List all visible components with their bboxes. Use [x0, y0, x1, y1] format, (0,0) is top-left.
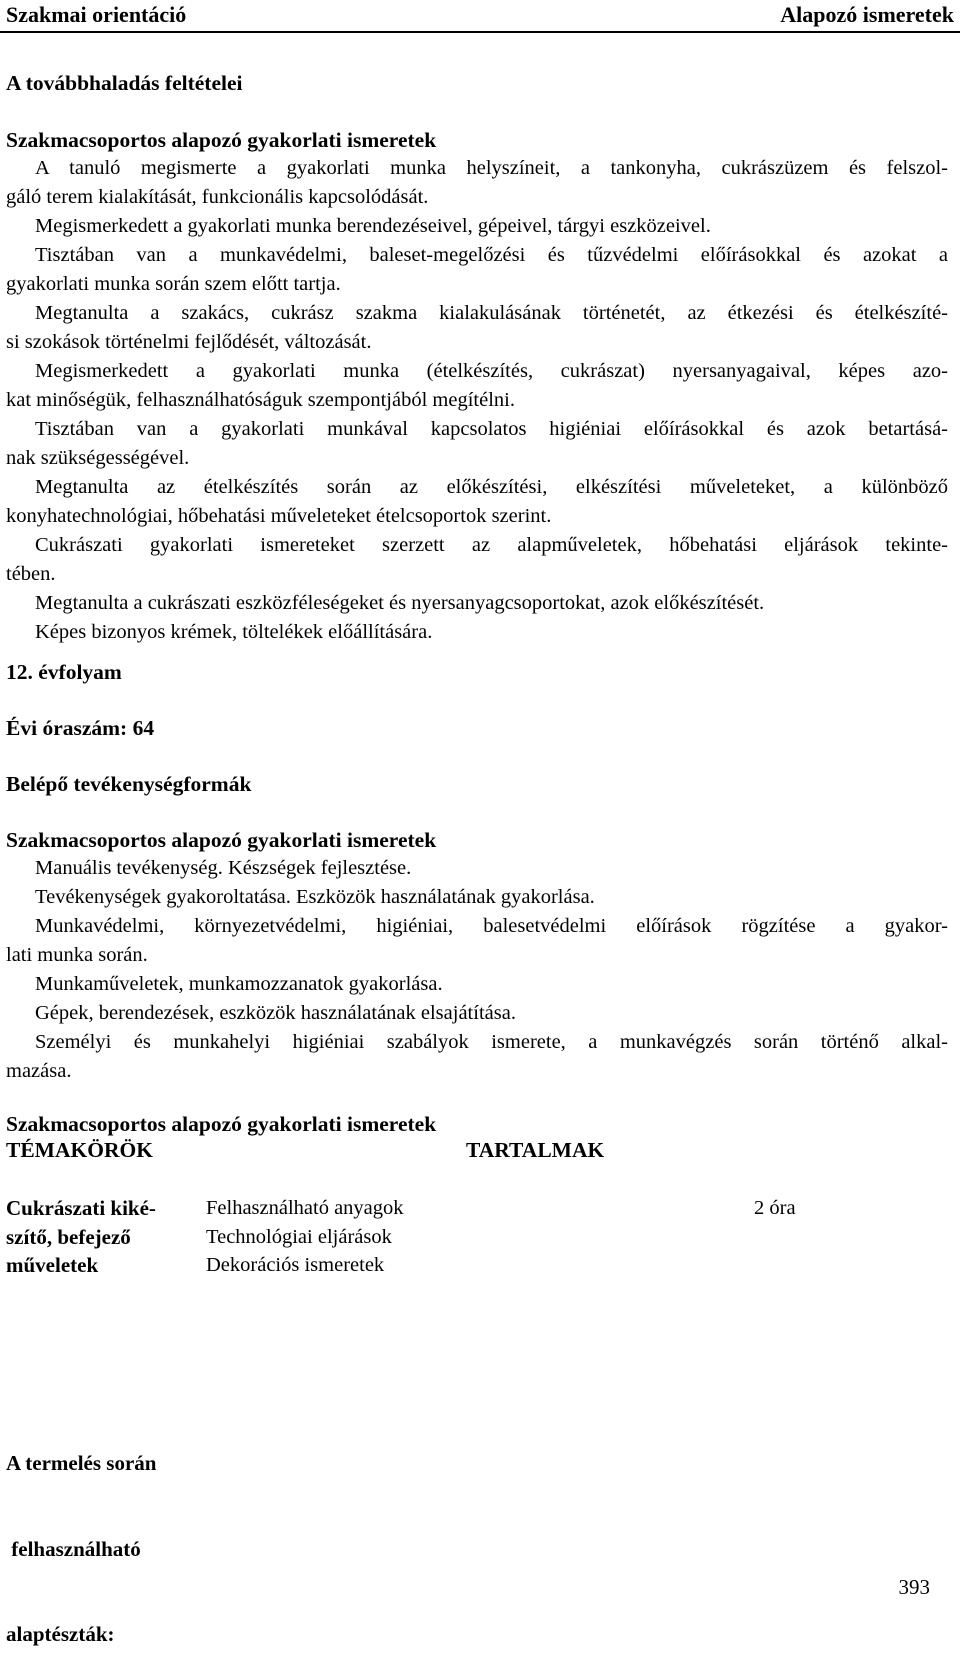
paragraph-line: si szokások történelmi fejlődését, változását. [6, 331, 372, 353]
paragraph [6, 883, 948, 912]
paragraph-line: mazása. [6, 1060, 72, 1082]
paragraph-line: gáló terem kialakítását, funkcionális kapcsolódását. [6, 186, 429, 208]
paragraph-line: konyhatechnológiai, hőbehatási műveleteket ételcsoportok szerint. [6, 505, 552, 527]
paragraph [6, 415, 948, 473]
paragraph-line: Munkaműveletek, munkamozzanatok gyakorlása. [35, 973, 443, 995]
paragraph [6, 854, 948, 883]
paragraph [6, 154, 948, 212]
paragraph-line: Képes bizonyos krémek, töltelékek előállítására. [35, 621, 433, 643]
paragraph-line: Személyi és munkahelyi higiéniai szabályok ismerete, a munkavégzés során történő alkal- [35, 1031, 948, 1053]
page-number: 393 [898, 1575, 930, 1599]
paragraph-line: gyakorlati munka során szem előtt tartja. [6, 273, 341, 295]
paragraph-line: Megismerkedett a gyakorlati munka (ételkészítés, cukrászat) nyersanyagaival, képes azo- [35, 360, 948, 382]
topic-title-line: műveletek [6, 1253, 99, 1277]
paragraph-line: tében. [6, 563, 56, 585]
paragraph-block-2 [6, 854, 948, 1086]
paragraph-line: lati munka során. [6, 944, 148, 966]
paragraph-line: Manuális tevékenység. Készségek fejlesztése. [35, 857, 412, 879]
header-left-title: Szakmai orientáció [6, 2, 187, 27]
paragraph-line: Gépek, berendezések, eszközök használatának elsajátítása. [35, 1002, 516, 1024]
dough-title-line: A termelés során [6, 1451, 157, 1475]
topic-title-line: Cukrászati kiké- [6, 1196, 156, 1220]
topic-content-item: Technológiai eljárások [206, 1225, 392, 1248]
column-header-temakorok: TÉMAKÖRÖK [6, 1138, 153, 1162]
paragraph [6, 531, 948, 589]
column-header-tartalmak: TARTALMAK [466, 1138, 605, 1162]
topic-hours: 2 óra [754, 1197, 796, 1219]
subheading-alapozo-2: Szakmacsoportos alapozó gyakorlati ismeretek [6, 828, 437, 852]
paragraph-line: nak szükségességével. [6, 447, 190, 469]
paragraph-line: Tevékenységek gyakoroltatása. Eszközök használatának gyakorlása. [35, 886, 595, 908]
topic-content-item: Felhasználható anyagok [206, 1197, 404, 1219]
header-divider [0, 31, 960, 33]
activity-forms-heading: Belépő tevékenységformák [6, 772, 252, 796]
paragraph-line: Megismerkedett a gyakorlati munka berendezéseivel, gépeivel, tárgyi eszközeivel. [35, 215, 711, 237]
dough-section-title [6, 1392, 156, 1677]
paragraph-block-1 [6, 154, 948, 647]
section-heading-feltetelek: A továbbhaladás feltételei [6, 71, 243, 95]
paragraph [6, 618, 948, 647]
dough-title-line: felhasználható [6, 1536, 141, 1561]
paragraph [6, 999, 948, 1028]
annual-hours: Évi óraszám: 64 [6, 716, 155, 740]
topic-contents [206, 1194, 404, 1280]
paragraph [6, 299, 948, 357]
paragraph-line: Megtanulta a szakács, cukrász szakma kialakulásának történetét, az étkezési és ételkészíté- [35, 302, 948, 324]
paragraph-line: Munkavédelmi, környezetvédelmi, higiéniai, balesetvédelmi előírások rögzítése a gyakor- [35, 915, 948, 937]
paragraph-line: A tanuló megismerte a gyakorlati munka helyszíneit, a tankonyha, cukrászüzem és felszol- [35, 157, 948, 179]
topic-title-line: szítő, befejező [6, 1224, 131, 1249]
paragraph-line: Cukrászati gyakorlati ismereteket szerzett az alapműveletek, hőbehatási eljárások tekinte- [35, 534, 948, 556]
paragraph-line: Tisztában van a gyakorlati munkával kapcsolatos higiéniai előírásokkal és azok betartásá- [35, 418, 948, 440]
paragraph-line: Megtanulta az ételkészítés során az előkészítési, elkészítési műveleteket, a különböző [35, 476, 948, 498]
header-right-title: Alapozó ismeretek [780, 2, 954, 27]
topic-title [6, 1194, 156, 1280]
paragraph [6, 589, 948, 618]
paragraph [6, 241, 948, 299]
paragraph-line: Megtanulta a cukrászati eszközféleségeket és nyersanyagcsoportokat, azok előkészítését. [35, 592, 765, 614]
paragraph [6, 473, 948, 531]
subheading-alapozo-1: Szakmacsoportos alapozó gyakorlati ismeretek [6, 128, 437, 152]
subheading-alapozo-3: Szakmacsoportos alapozó gyakorlati ismeretek [6, 1112, 437, 1136]
paragraph-line: kat minőségük, felhasználhatóságuk szempontjából megítélni. [6, 389, 515, 411]
dough-title-line: alaptészták: [6, 1622, 115, 1646]
paragraph [6, 970, 948, 999]
paragraph [6, 1028, 948, 1086]
paragraph-line: Tisztában van a munkavédelmi, baleset-megelőzési és tűzvédelmi előírásokkal és azokat a [35, 244, 948, 266]
paragraph [6, 212, 948, 241]
paragraph [6, 357, 948, 415]
paragraph [6, 912, 948, 970]
topic-content-item: Dekorációs ismeretek [206, 1254, 385, 1276]
grade-heading: 12. évfolyam [6, 660, 122, 684]
